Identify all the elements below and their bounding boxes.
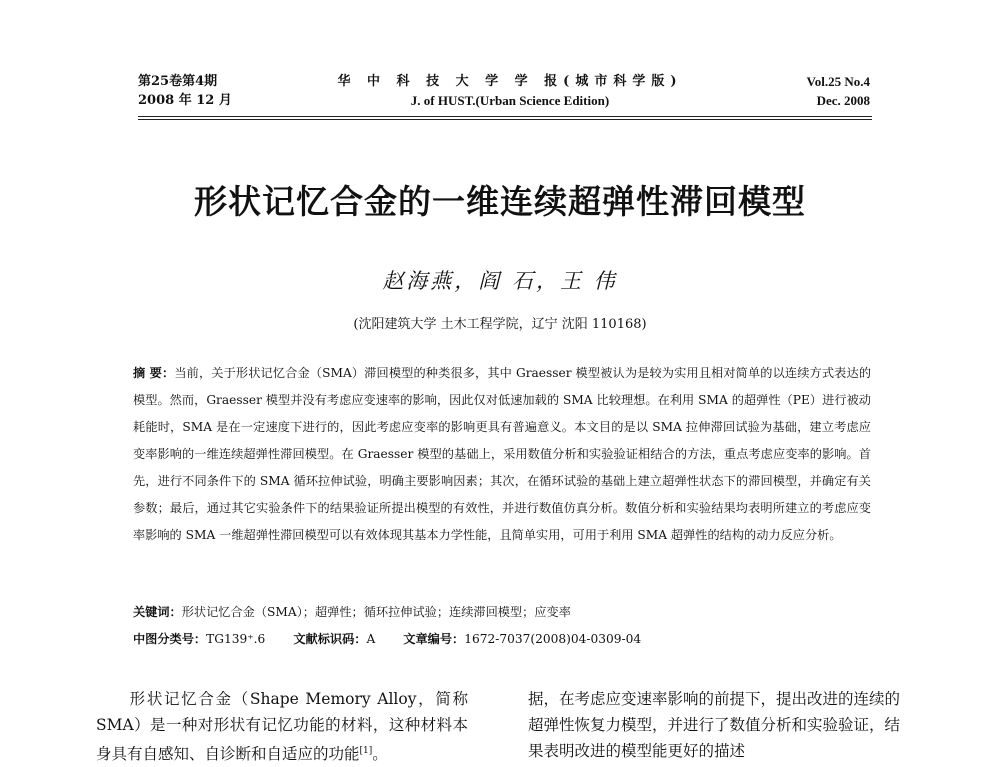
doc-code-label: 文献标识码： [293,632,367,646]
body-column-right [528,686,900,764]
keywords-text: 形状记忆合金（SMA）；超弹性；循环拉伸试验；连续滞回模型；应变率 [181,605,571,619]
clc-value: TG139⁺.6 [206,632,266,646]
issue-info-cn [138,72,232,110]
journal-name-cn: 华 中 科 技 大 学 学 报(城市科学版) [337,74,683,89]
article-number-label: 文章编号： [403,632,465,646]
abstract-text: 当前，关于形状记忆合金（SMA）滞回模型的种类很多，其中 Graesser 模型被认为是较为实用且相对简单的以连续方式表达的模型。然而，Graesser 模型并没有考虑应变速率的影响，因此仅对低速加载的 SMA 比较理想。在利用 SMA 的超弹性（PE）进行被动耗能时，SMA 是在一定速度下进行的，因此考虑应变率的影响更具有普遍意义。本文目的是以 SMA 拉伸滞回试验为基础，建立考虑应变率影响的一维连续超弹性滞回模型。在 Graesser 模型的基础上，采用数值分析和实验验证相结合的方法，重点考虑应变率的影响。首先，进行不同条件下的 SMA 循环拉伸试验，明确主要影响因素；其次，在循环试验的基础上建立超弹性状态下的滞回模型，并确定有关参数；最后，通过其它实验条件下的结果验证所提出模型的有效性，并进行数值仿真分析。数值分析和实验结果均表明所建立的考虑应变率影响的 SMA 一维超弹性滞回模型可以有效体现其基本力学性能，且简单实用，可用于利用 SMA 超弹性的结构的动力反应分析。 [133,366,872,542]
author-affiliation: (沈阳建筑大学 土木工程学院，辽宁 沈阳 110168) [353,317,647,332]
clc-label: 中图分类号： [133,632,207,646]
doc-code-value: A [366,632,376,646]
body-left-end: 。 [372,745,388,764]
article-number-value: 1672-7037(2008)04-0309-04 [464,632,642,646]
paper-authors: 赵海燕，阎 石，王 伟 [382,269,618,293]
date-en: Dec. 2008 [816,93,870,108]
abstract [133,360,871,549]
journal-name-en: J. of HUST.(Urban Science Edition) [410,93,610,108]
keywords [133,603,871,620]
paper-title: 形状记忆合金的一维连续超弹性滞回模型 [194,182,806,221]
header-rule [138,116,872,117]
body-column-left [96,686,468,767]
volume-cn: 第25卷第4期 [138,74,218,89]
reference-marker: [1] [359,746,373,756]
body-left-text: 形状记忆合金（Shape Memory Alloy，简称 SMA）是一种对形状有记忆功能的材料，这种材料本身具有自感知、自诊断和自适应的功能 [96,690,468,764]
issue-info-en [807,72,870,110]
date-cn: 2008 年 12 月 [138,93,232,108]
body-right-text: 据，在考虑应变速率影响的前提下，提出改进的连续的超弹性恢复力模型，并进行了数值分析和实验验证，结果表明改进的模型能更好的描述 [528,690,901,760]
volume-en: Vol.25 No.4 [806,74,870,89]
classification-line [133,630,871,647]
header-rule-double [138,119,872,120]
journal-name [320,72,700,110]
keywords-label: 关键词： [133,605,182,619]
abstract-label: 摘 要： [133,366,175,380]
